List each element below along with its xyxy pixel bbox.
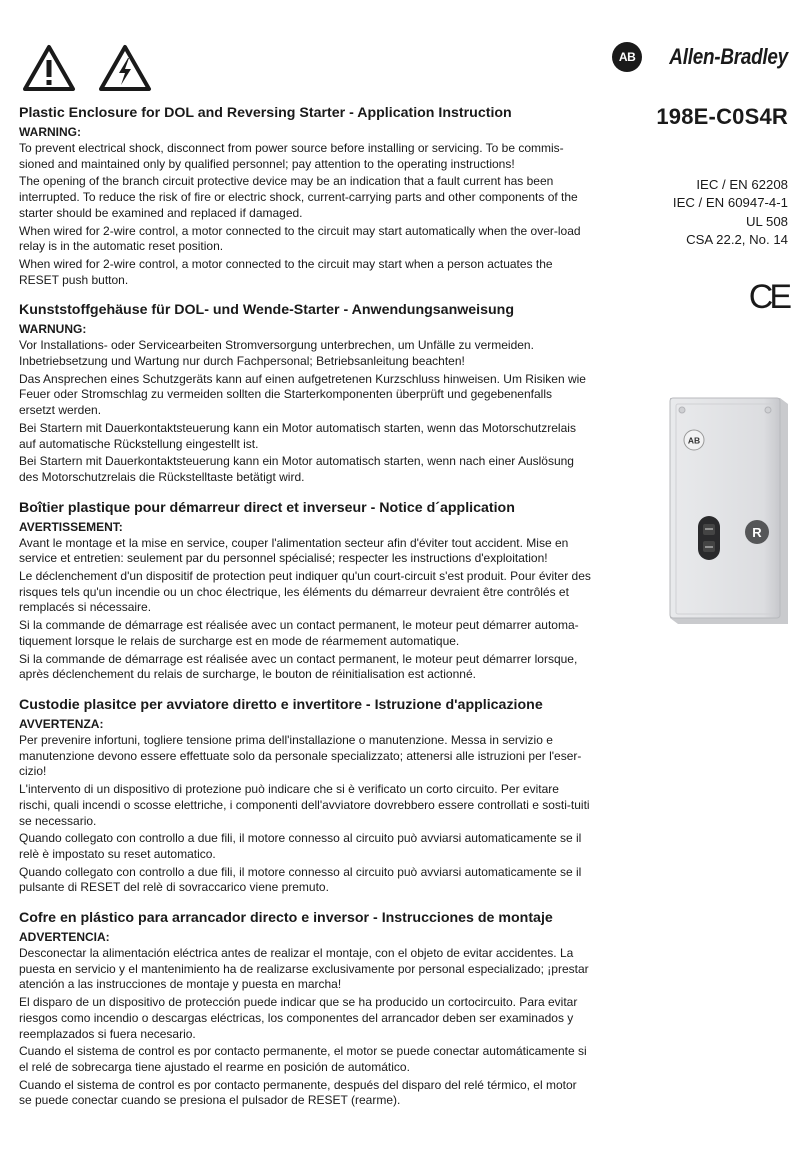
standard-item: IEC / EN 60947-4-1: [672, 195, 788, 211]
paragraph: Bei Startern mit Dauerkontaktsteuerung kann ein Motor automatisch starten, wenn nach einer Auslösung des Motorschutzrelais die Rückstelltaste betätigt wird.: [19, 454, 574, 484]
warning-label: ADVERTENCIA:: [19, 930, 110, 945]
warning-triangle-icon: [22, 44, 76, 92]
brand: [612, 42, 788, 72]
section-title: Kunststoffgehäuse für DOL- und Wende-Starter - Anwendungsanweisung: [19, 302, 514, 319]
paragraph: When wired for 2-wire control, a motor connected to the circuit may start when a person actuates the RESET push button.: [19, 256, 553, 287]
section-spanish: [19, 909, 591, 1109]
paragraph: Desconectar la alimentación eléctrica antes de realizar el montaje, con el objeto de evitar accidentes. La puesta en servicio y el mantenimiento ha de realizarse exclusivamente por personal especializado; ¡prestar atención a las instrucciones de montaje y puesta en marcha!: [19, 946, 589, 992]
standard-item: CSA 22.2, No. 14: [686, 232, 788, 248]
paragraph: Cuando el sistema de control es por contacto permanente, el motor se puede conectar automáticamente si el relé de sobrecarga tiene ajustado el rearme en posición de automático.: [19, 1044, 587, 1074]
section-english: [19, 104, 591, 288]
allen-bradley-logo-icon: AB: [612, 42, 642, 72]
paragraph: Bei Startern mit Dauerkontaktsteuerung kann ein Motor automatisch starten, wenn das Motorschutzrelais auf automatische Rückstellung eingestellt ist.: [19, 420, 576, 451]
paragraph: When wired for 2-wire control, a motor connected to the circuit may start automatically when the over-load relay is in the automatic reset position.: [19, 223, 581, 254]
paragraph: L'intervento di un dispositivo di protezione può indicare che si è verificato un corto circuito. Per evitare rischi, quali incendi o scosse elettriche, i componenti dell'avviatore dovrebbero essere controllati e sosti-tuiti se necessario.: [19, 782, 590, 828]
paragraph: Cuando el sistema de control es por contacto permanente, después del disparo del relé térmico, el motor se puede conectar cuando se presiona el pulsador de RESET (rearme).: [19, 1077, 577, 1108]
warning-icons: [22, 44, 152, 92]
section-german: [19, 301, 591, 485]
paragraph: Quando collegato con controllo a due fili, il motore connesso al circuito può avviarsi automaticamente se il pulsante di RESET del relè di sovraccarico viene premuto.: [19, 864, 582, 895]
paragraph: Avant le montage et la mise en service, couper l'alimentation secteur afin d'éviter tout accident. Mise en service et entretien: seulement par du personnel spécialisé; respecter les instructions d'exploitation!: [19, 535, 569, 566]
warning-label: AVERTISSEMENT:: [19, 519, 123, 534]
warning-label: WARNING:: [19, 125, 81, 139]
product-reset-button: R: [752, 525, 762, 540]
standards-list: [673, 176, 788, 250]
section-french: [19, 499, 591, 683]
section-italian: [19, 696, 591, 896]
ce-mark: CE: [748, 278, 788, 316]
paragraph: El disparo de un dispositivo de protección puede indicar que se ha producido un cortocircuito. Para evitar riesgos como incendio o descargas eléctricas, los componentes del arrancador deben ser examinados y reemplazados si fuera necesario.: [19, 995, 578, 1041]
paragraph: Si la commande de démarrage est réalisée avec un contact permanent, le moteur peut démarrer lorsque, après déclenchement du relais de surcharge, le bouton de réinitialisation est actionné.: [19, 651, 578, 682]
catalog-number: 198E-C0S4R: [656, 104, 788, 129]
paragraph: Le déclenchement d'un dispositif de protection peut indiquer qu'un court-circuit s'est produit. Pour éviter des risques tels qu'un incendie ou un choc électrique, les éléments du démarreur devraient être contrôlés et remplacés si nécessaire.: [19, 569, 591, 615]
paragraph: Si la commande de démarrage est réalisée avec un contact permanent, le moteur peut démarrer automa-tiquement lorsque le relais de surcharge est en mode de réarmement automatique.: [19, 618, 579, 648]
paragraph: To prevent electrical shock, disconnect from power source before installing or servicing. To be commis-sioned and maintained only by qualified personnel; pay attention to the operating instructions!: [19, 141, 564, 171]
section-title: Plastic Enclosure for DOL and Reversing Starter - Application Instruction: [19, 105, 512, 121]
enclosure-product-image: [668, 394, 790, 626]
paragraph: The opening of the branch circuit protective device may be an indication that a fault current has been interrupted. To reduce the risk of fire or electric shock, current-carrying parts and other components of the starter should be examined and replaced if damaged.: [19, 174, 578, 220]
brand-name: Allen-Bradley: [669, 44, 788, 69]
section-title: Boîtier plastique pour démarreur direct et inverseur - Notice d´application: [19, 499, 515, 516]
section-title: Custodie plasitce per avviatore diretto e invertitore - Istruzione d'applicazione: [19, 696, 543, 713]
product-logo: AB: [687, 435, 701, 446]
electric-shock-icon: [98, 44, 152, 92]
paragraph: Vor Installations- oder Servicearbeiten Stromversorgung unterbrechen, um Unfälle zu vermeiden. Inbetriebsetzung und Wartung nur durch Fachpersonal; Betriebsanleitung beachten!: [19, 338, 534, 369]
warning-label: WARNUNG:: [19, 322, 87, 337]
standard-item: UL 508: [745, 213, 788, 229]
instruction-text: [19, 104, 591, 1122]
standard-item: IEC / EN 62208: [696, 177, 788, 192]
section-title: Cofre en plástico para arrancador directo e inversor - Instrucciones de montaje: [19, 910, 553, 927]
paragraph: Per prevenire infortuni, togliere tensione prima dell'installazione o manutenzione. Messa in servizio e manutenzione devono essere effettuate solo da personale specializzato; attenersi alle istruzioni per l'eser-cizio!: [19, 732, 582, 779]
warning-label: AVVERTENZA:: [19, 716, 104, 731]
paragraph: Das Ansprechen eines Schutzgeräts kann auf einen aufgetretenen Kurzschluss hinweisen. Um Risiken wie Feuer oder Stromschlag zu vermeiden sollten die Starterkomponenten überprüft und gegebenenfalls ersetzt werden.: [19, 371, 586, 418]
paragraph: Quando collegato con controllo a due fili, il motore connesso al circuito può avviarsi automaticamente se il relè è impostato su reset automatico.: [19, 831, 582, 861]
